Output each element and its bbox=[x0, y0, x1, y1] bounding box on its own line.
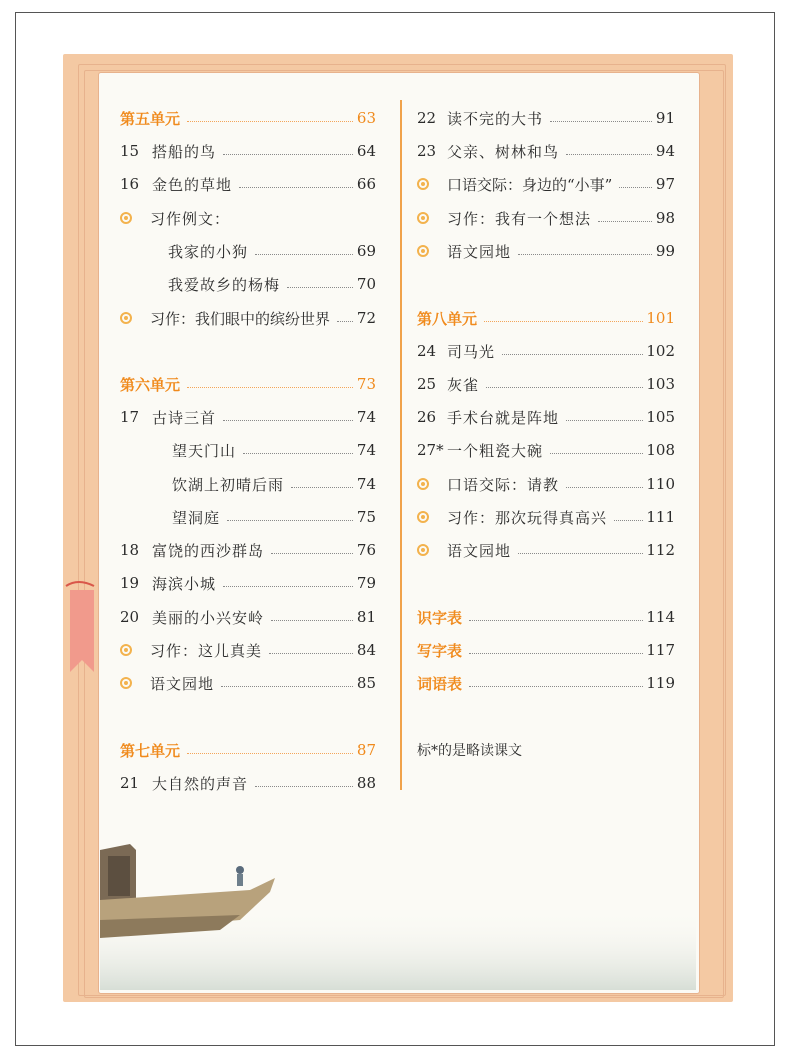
circle-bullet-icon bbox=[417, 212, 429, 224]
page-number: 70 bbox=[356, 275, 376, 293]
leader-dots bbox=[269, 653, 353, 654]
toc-example-2[interactable] bbox=[168, 272, 376, 296]
lesson-number: 16 bbox=[120, 175, 140, 193]
circle-bullet-icon bbox=[417, 478, 429, 490]
leader-dots bbox=[566, 420, 643, 421]
page-number: 76 bbox=[356, 541, 376, 559]
leader-dots bbox=[223, 586, 353, 587]
page-number: 103 bbox=[646, 375, 675, 393]
page-number: 111 bbox=[646, 508, 675, 526]
leader-dots bbox=[518, 553, 643, 554]
lesson-title: 古诗三首 bbox=[152, 408, 217, 427]
section-title: 语文园地 bbox=[447, 541, 512, 560]
toc-oral-7[interactable] bbox=[417, 172, 675, 196]
page-number: 88 bbox=[356, 774, 376, 792]
footnote: 标*的是略读课文 bbox=[417, 743, 522, 759]
page-number: 98 bbox=[655, 209, 675, 227]
page-number: 75 bbox=[356, 508, 376, 526]
leader-dots bbox=[271, 553, 353, 554]
lesson-title: 搭船的鸟 bbox=[152, 142, 217, 161]
lesson-number: 15 bbox=[120, 142, 140, 160]
example-title: 我家的小狗 bbox=[168, 242, 249, 261]
page-number: 114 bbox=[646, 608, 675, 626]
page-number: 117 bbox=[646, 641, 675, 659]
page-number: 64 bbox=[356, 142, 376, 160]
section-title: 习作例文： bbox=[150, 209, 231, 228]
toc-lesson-23[interactable] bbox=[417, 139, 675, 163]
leader-dots bbox=[502, 354, 643, 355]
toc-unit-5[interactable] bbox=[120, 106, 376, 130]
leader-dots bbox=[550, 453, 643, 454]
leader-dots bbox=[187, 387, 353, 388]
lesson-title: 司马光 bbox=[447, 342, 496, 361]
toc-lesson-19[interactable] bbox=[120, 571, 376, 595]
lesson-number: 22 bbox=[417, 109, 437, 127]
circle-bullet-icon bbox=[120, 312, 132, 324]
page-number: 74 bbox=[356, 441, 376, 459]
section-title: 习作：那次玩得真高兴 bbox=[447, 508, 608, 527]
toc-lesson-22[interactable] bbox=[417, 106, 675, 130]
leader-dots bbox=[469, 686, 643, 687]
toc-poem-3[interactable] bbox=[172, 505, 376, 529]
lesson-number: 18 bbox=[120, 541, 140, 559]
page-number: 110 bbox=[646, 475, 675, 493]
unit-title: 第五单元 bbox=[120, 109, 181, 128]
toc-unit-8[interactable] bbox=[417, 306, 675, 330]
lesson-title: 读不完的大书 bbox=[447, 109, 544, 128]
unit-title: 第七单元 bbox=[120, 741, 181, 760]
page-number: 85 bbox=[356, 674, 376, 692]
leader-dots bbox=[223, 420, 353, 421]
page-number: 63 bbox=[356, 109, 376, 127]
toc-lesson-25[interactable] bbox=[417, 372, 675, 396]
leader-dots bbox=[566, 487, 643, 488]
page-number: 74 bbox=[356, 475, 376, 493]
toc-unit-7[interactable] bbox=[120, 738, 376, 762]
appendix-title: 写字表 bbox=[417, 641, 463, 660]
section-title: 习作：我有一个想法 bbox=[447, 209, 592, 228]
leader-dots bbox=[550, 121, 652, 122]
toc-lesson-16[interactable] bbox=[120, 172, 376, 196]
toc-writing-7[interactable] bbox=[417, 206, 675, 230]
section-title: 语文园地 bbox=[447, 242, 512, 261]
lesson-number: 23 bbox=[417, 142, 437, 160]
toc-writing-examples bbox=[120, 206, 376, 230]
page-number: 84 bbox=[356, 641, 376, 659]
lesson-title: 海滨小城 bbox=[152, 574, 217, 593]
toc-lesson-20[interactable] bbox=[120, 605, 376, 629]
appendix-title: 识字表 bbox=[417, 608, 463, 627]
toc-garden-6[interactable] bbox=[120, 671, 376, 695]
lesson-title: 富饶的西沙群岛 bbox=[152, 541, 265, 560]
lesson-title: 父亲、树林和鸟 bbox=[447, 142, 560, 161]
lesson-number: 17 bbox=[120, 408, 140, 426]
toc-writing-6[interactable] bbox=[120, 638, 376, 662]
leader-dots bbox=[291, 487, 353, 488]
lesson-number: 24 bbox=[417, 342, 437, 360]
lesson-title: 美丽的小兴安岭 bbox=[152, 608, 265, 627]
poem-title: 望洞庭 bbox=[172, 508, 221, 527]
leader-dots bbox=[337, 321, 353, 322]
toc-lesson-21[interactable] bbox=[120, 771, 376, 795]
unit-title: 第八单元 bbox=[417, 309, 478, 328]
toc-poem-2[interactable] bbox=[172, 472, 376, 496]
lesson-title: 灰雀 bbox=[447, 375, 480, 394]
page-number: 101 bbox=[646, 309, 675, 327]
lesson-title: 大自然的声音 bbox=[152, 774, 249, 793]
lesson-number: 21 bbox=[120, 774, 140, 792]
circle-bullet-icon bbox=[120, 212, 132, 224]
leader-dots bbox=[187, 121, 353, 122]
page-number: 94 bbox=[655, 142, 675, 160]
page-number: 99 bbox=[655, 242, 675, 260]
leader-dots bbox=[566, 154, 652, 155]
leader-dots bbox=[255, 254, 353, 255]
leader-dots bbox=[287, 287, 353, 288]
toc-poem-1[interactable] bbox=[172, 438, 376, 462]
page-number: 119 bbox=[646, 674, 675, 692]
leader-dots bbox=[255, 786, 353, 787]
toc-lesson-26[interactable] bbox=[417, 405, 675, 429]
circle-bullet-icon bbox=[120, 644, 132, 656]
toc-lesson-15[interactable] bbox=[120, 139, 376, 163]
leader-dots bbox=[271, 620, 353, 621]
leader-dots bbox=[469, 620, 643, 621]
page-number: 74 bbox=[356, 408, 376, 426]
page-number: 108 bbox=[646, 441, 675, 459]
example-title: 我爱故乡的杨梅 bbox=[168, 275, 281, 294]
toc-lesson-27[interactable] bbox=[417, 438, 675, 462]
leader-dots bbox=[187, 753, 353, 754]
leader-dots bbox=[221, 686, 353, 687]
lesson-title: 手术台就是阵地 bbox=[447, 408, 560, 427]
unit-title: 第六单元 bbox=[120, 375, 181, 394]
leader-dots bbox=[486, 387, 643, 388]
circle-bullet-icon bbox=[417, 178, 429, 190]
leader-dots bbox=[469, 653, 643, 654]
bookmark-ribbon bbox=[64, 580, 98, 680]
toc-unit-6[interactable] bbox=[120, 372, 376, 396]
page-number: 66 bbox=[356, 175, 376, 193]
boat-illustration bbox=[100, 820, 696, 990]
leader-dots bbox=[227, 520, 353, 521]
leader-dots bbox=[614, 520, 643, 521]
section-title: 习作：这儿真美 bbox=[150, 641, 263, 660]
lesson-number: 25 bbox=[417, 375, 437, 393]
circle-bullet-icon bbox=[417, 245, 429, 257]
poem-title: 望天门山 bbox=[172, 441, 237, 460]
leader-dots bbox=[484, 321, 643, 322]
section-title: 口语交际：身边的“小事” bbox=[447, 175, 613, 194]
page-number: 72 bbox=[356, 309, 376, 327]
leader-dots bbox=[223, 154, 353, 155]
lesson-number: 19 bbox=[120, 574, 140, 592]
column-divider bbox=[400, 100, 402, 790]
lesson-number: 27* bbox=[417, 441, 444, 459]
page-number: 112 bbox=[646, 541, 675, 559]
toc-oral-8[interactable] bbox=[417, 472, 675, 496]
circle-bullet-icon bbox=[120, 677, 132, 689]
toc-writing-8[interactable] bbox=[417, 505, 675, 529]
appendix-title: 词语表 bbox=[417, 674, 463, 693]
leader-dots bbox=[239, 187, 353, 188]
page-number: 73 bbox=[356, 375, 376, 393]
toc-lesson-18[interactable] bbox=[120, 538, 376, 562]
toc-lesson-24[interactable] bbox=[417, 339, 675, 363]
section-title: 习作：我们眼中的缤纷世界 bbox=[150, 309, 331, 328]
toc-xiezi-table[interactable] bbox=[417, 638, 675, 662]
leader-dots bbox=[518, 254, 652, 255]
lesson-title: 金色的草地 bbox=[152, 175, 233, 194]
lesson-number: 26 bbox=[417, 408, 437, 426]
toc-ciyu-table[interactable] bbox=[417, 671, 675, 695]
toc-writing-5[interactable] bbox=[120, 306, 376, 330]
leader-dots bbox=[598, 221, 652, 222]
leader-dots bbox=[243, 453, 353, 454]
page-number: 97 bbox=[655, 175, 675, 193]
lesson-number: 20 bbox=[120, 608, 140, 626]
toc-garden-8[interactable] bbox=[417, 538, 675, 562]
leader-dots bbox=[619, 187, 652, 188]
toc-example-1[interactable] bbox=[168, 239, 376, 263]
section-title: 口语交际：请教 bbox=[447, 475, 560, 494]
circle-bullet-icon bbox=[417, 544, 429, 556]
page-number: 79 bbox=[356, 574, 376, 592]
circle-bullet-icon bbox=[417, 511, 429, 523]
page-number: 91 bbox=[655, 109, 675, 127]
page-number: 69 bbox=[356, 242, 376, 260]
toc-lesson-17[interactable] bbox=[120, 405, 376, 429]
page-number: 87 bbox=[356, 741, 376, 759]
toc-shizi-table[interactable] bbox=[417, 605, 675, 629]
lesson-title: 一个粗瓷大碗 bbox=[447, 441, 544, 460]
toc-garden-7[interactable] bbox=[417, 239, 675, 263]
poem-title: 饮湖上初晴后雨 bbox=[172, 475, 285, 494]
section-title: 语文园地 bbox=[150, 674, 215, 693]
page-number: 81 bbox=[356, 608, 376, 626]
page-number: 102 bbox=[646, 342, 675, 360]
page-number: 105 bbox=[646, 408, 675, 426]
